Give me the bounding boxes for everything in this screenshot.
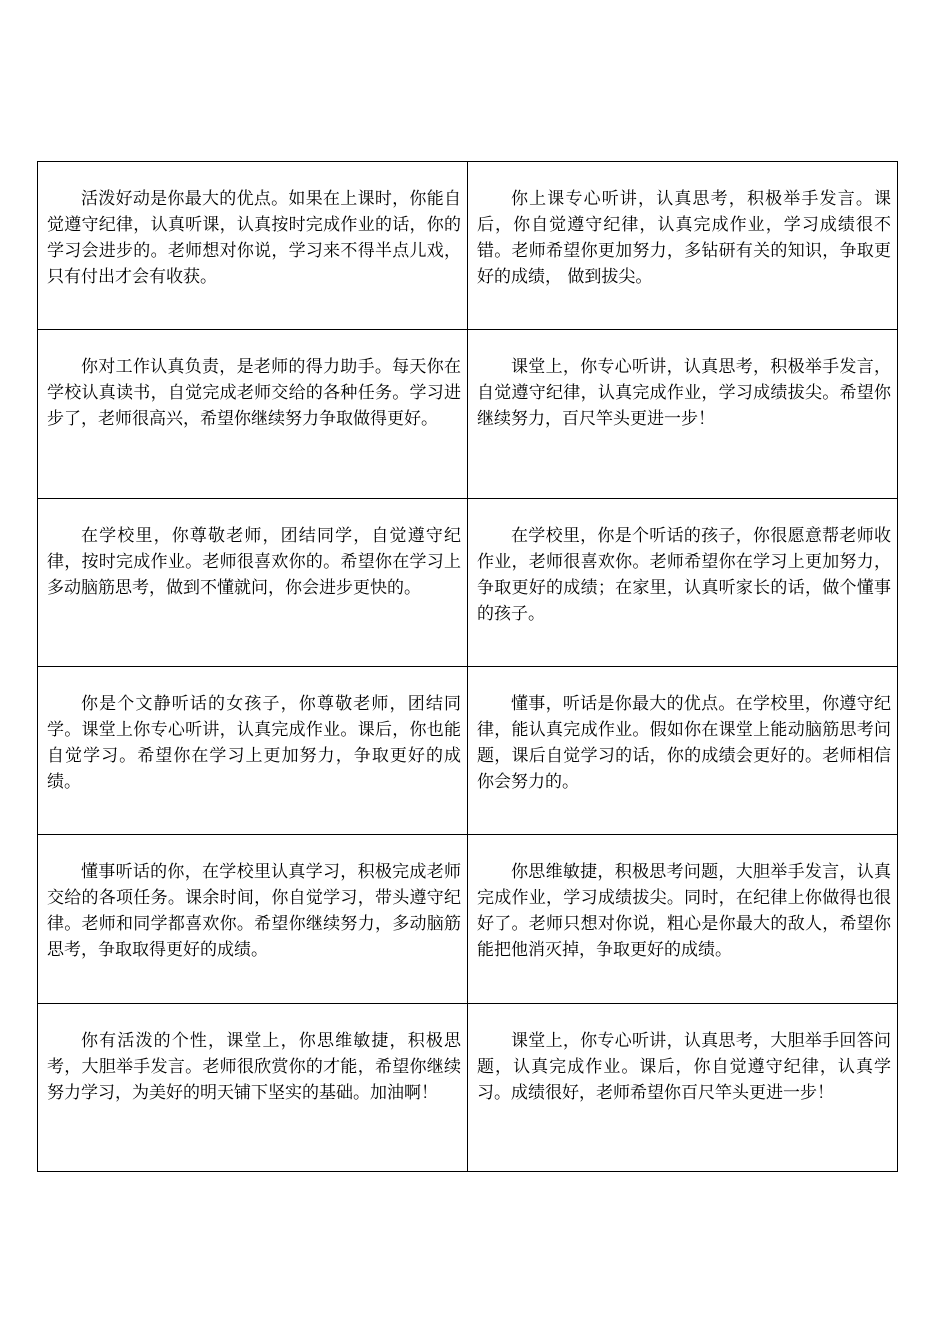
comment-text: 在学校里，你是个听话的孩子，你很愿意帮老师收作业，老师很喜欢你。老师希望你在学习上更加努力，争取更好的成绩；在家里，认真听家长的话，做个懂事的孩子。	[477, 525, 891, 624]
comment-text: 你上课专心听讲，认真思考，积极举手发言。课后，你自觉遵守纪律，认真完成作业，学习成绩很不错。老师希望你更加努力，多钻研有关的知识，争取更好的成绩， 做到拔尖。	[477, 189, 891, 287]
comment-text: 你是个文静听话的女孩子，你尊敬老师，团结同学。课堂上你专心听讲，认真完成作业。课后，你也能自觉学习。希望你在学习上更加努力，争取更好的成绩。	[47, 693, 461, 792]
comment-text: 你思维敏捷，积极思考问题，大胆举手发言，认真完成作业，学习成绩拔尖。同时，在纪律上你做得也很好了。老师只想对你说，粗心是你最大的敌人，希望你能把他消灭掉，争取更好的成绩。	[477, 862, 891, 961]
comment-cell	[38, 330, 468, 498]
comment-cell	[468, 162, 898, 330]
comment-text: 活泼好动是你最大的优点。如果在上课时，你能自觉遵守纪律，认真听课，认真按时完成作业的话，你的学习会进步的。老师想对你说，学习来不得半点儿戏，只有付出才会有收获。	[47, 189, 461, 287]
comment-cell	[468, 835, 898, 1003]
table-row	[38, 835, 898, 1003]
comment-cell	[468, 330, 898, 498]
comment-cell	[38, 666, 468, 834]
comment-text: 课堂上，你专心听讲，认真思考，大胆举手回答问题，认真完成作业。课后，你自觉遵守纪律，认真学习。成绩很好，老师希望你百尺竿头更进一步！	[477, 1030, 891, 1103]
table-row	[38, 330, 898, 498]
comment-cell	[38, 498, 468, 666]
table-row	[38, 498, 898, 666]
comment-text: 你对工作认真负责，是老师的得力助手。每天你在学校认真读书，自觉完成老师交给的各种任务。学习进步了，老师很高兴，希望你继续努力争取做得更好。	[47, 357, 461, 430]
comment-cell	[38, 1003, 468, 1171]
comment-cell	[468, 666, 898, 834]
comment-cell	[38, 162, 468, 330]
table-row	[38, 162, 898, 330]
comment-text: 课堂上，你专心听讲，认真思考，积极举手发言，自觉遵守纪律，认真完成作业，学习成绩拔尖。希望你继续努力，百尺竿头更进一步！	[477, 357, 891, 430]
comment-text: 你有活泼的个性，课堂上，你思维敏捷，积极思考，大胆举手发言。老师很欣赏你的才能，希望你继续努力学习，为美好的明天铺下坚实的基础。加油啊！	[47, 1030, 461, 1103]
comment-cell	[468, 498, 898, 666]
comment-text: 在学校里，你尊敬老师，团结同学，自觉遵守纪律，按时完成作业。老师很喜欢你的。希望你在学习上多动脑筋思考，做到不懂就问，你会进步更快的。	[47, 525, 461, 598]
table-row	[38, 666, 898, 834]
table-row	[38, 1003, 898, 1171]
comment-cell	[38, 835, 468, 1003]
comment-text: 懂事听话的你，在学校里认真学习，积极完成老师交给的各项任务。课余时间，你自觉学习，带头遵守纪律。老师和同学都喜欢你。希望你继续努力，多动脑筋思考，争取取得更好的成绩。	[47, 862, 461, 961]
comment-text: 懂事，听话是你最大的优点。在学校里，你遵守纪律，能认真完成作业。假如你在课堂上能动脑筋思考问题，课后自觉学习的话，你的成绩会更好的。老师相信你会努力的。	[477, 693, 891, 792]
comments-table	[37, 161, 898, 1172]
comment-cell	[468, 1003, 898, 1171]
